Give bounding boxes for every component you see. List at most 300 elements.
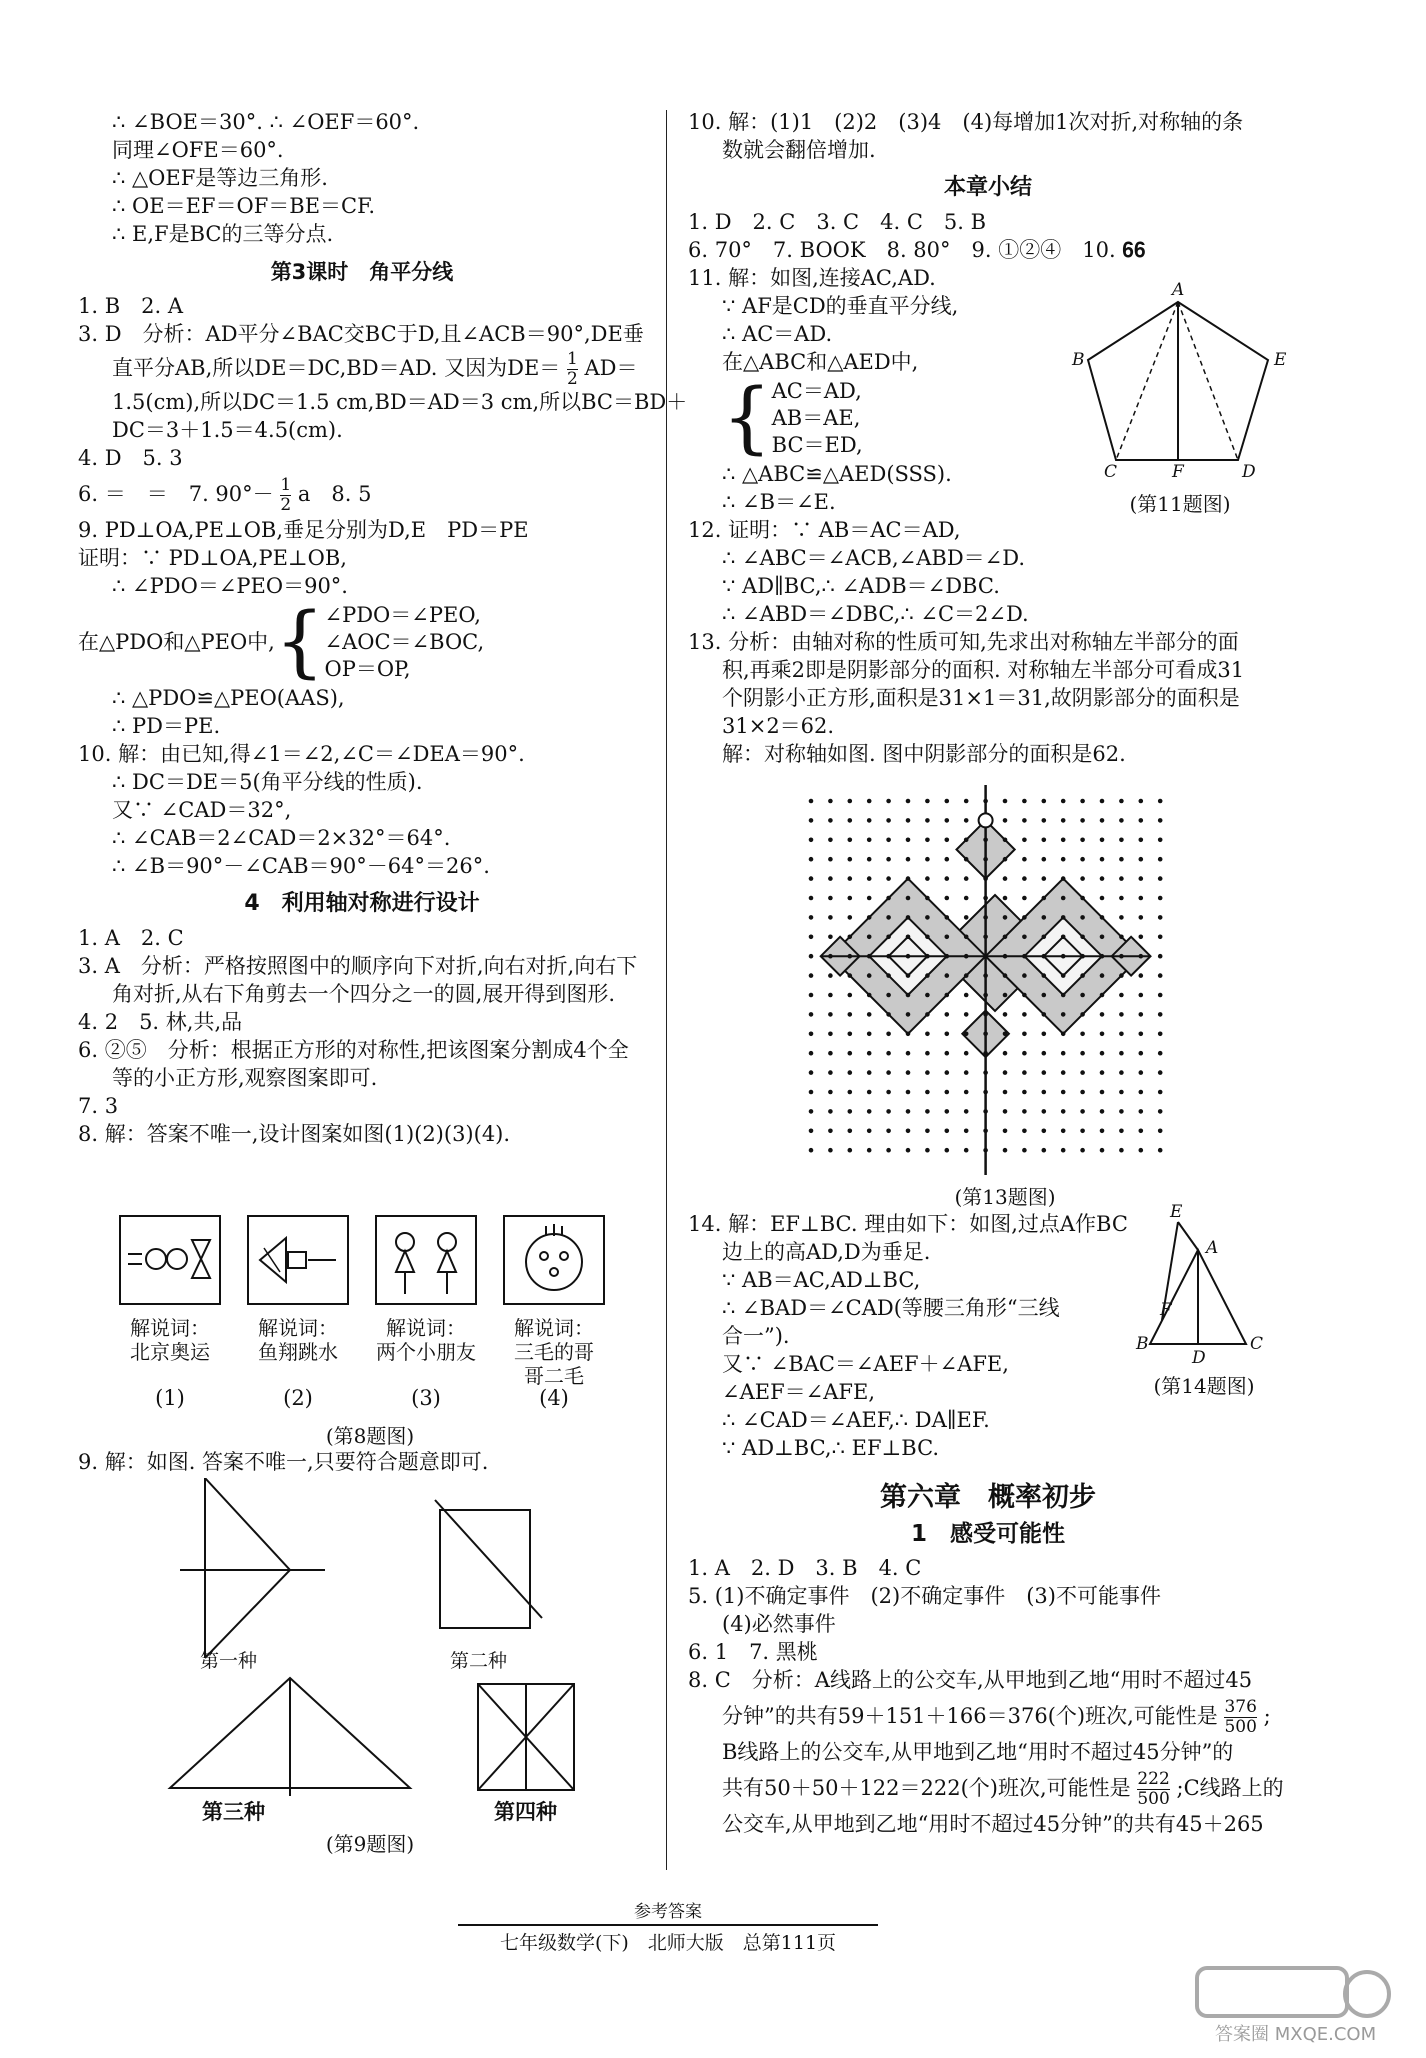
grid-dot <box>906 838 911 843</box>
grid-dot <box>886 1012 891 1017</box>
answer-line: 9. 解：如图. 答案不唯一,只要符合题意即可. <box>78 1450 489 1474</box>
option-2-label: 第二种 <box>450 1650 508 1672</box>
design-3-caption <box>362 1316 490 1364</box>
grid-dot <box>1119 876 1124 881</box>
grid-dot <box>1061 915 1066 920</box>
answer-line: 31×2＝62. <box>722 714 835 738</box>
denominator: 500 <box>1137 1789 1170 1809</box>
grid-dot <box>1119 1012 1124 1017</box>
grid-dot <box>1042 915 1047 920</box>
grid-dot <box>1119 935 1124 940</box>
grid-dot <box>1139 1148 1144 1153</box>
answer-line: 11. 解：如图,连接AC,AD. <box>688 266 936 290</box>
numerator: 1 <box>567 349 578 369</box>
figure-14 <box>1130 1202 1280 1400</box>
grid-dot <box>1061 935 1066 940</box>
grid-dot <box>1158 876 1163 881</box>
design-1-caption <box>110 1316 230 1364</box>
watermark-text: 答案圈 MXQE.COM <box>1215 2024 1377 2045</box>
grid-dot <box>848 973 853 978</box>
grid-dot <box>1119 799 1124 804</box>
dot-grid-diagram <box>795 785 1215 1175</box>
option-1-drawing <box>180 1478 325 1658</box>
answer-line: 1. B 2. A <box>78 294 184 318</box>
grid-dot <box>945 1109 950 1114</box>
grid-dot <box>1042 876 1047 881</box>
answer-line: ∴ AC＝AD. <box>722 322 833 346</box>
grid-dot <box>1080 1070 1085 1075</box>
answer-line: 1. A 2. C <box>78 926 184 950</box>
grid-dot <box>886 896 891 901</box>
grid-dot <box>945 935 950 940</box>
grid-dot <box>964 993 969 998</box>
grid-dot <box>1022 1051 1027 1056</box>
option-2-drawing <box>435 1500 542 1628</box>
grid-dot <box>906 1148 911 1153</box>
grid-dot <box>964 838 969 843</box>
grid-dot <box>1080 1032 1085 1037</box>
point-label-F: F <box>1172 462 1184 482</box>
grid-dot <box>906 1129 911 1134</box>
grid-dot <box>1080 915 1085 920</box>
grid-dot <box>1003 818 1008 823</box>
grid-dot <box>906 973 911 978</box>
grid-dot <box>1100 838 1105 843</box>
grid-dot <box>945 799 950 804</box>
answer-line: ∴ ∠CAB＝2∠CAD＝2×32°＝64°. <box>112 826 451 850</box>
grid-dot <box>1003 1109 1008 1114</box>
grid-dot <box>1100 857 1105 862</box>
answer-line: ∵ AD∥BC,∴ ∠ADB＝∠DBC. <box>722 574 1000 598</box>
footer-title: 参考答案 <box>634 1902 702 1922</box>
brace: { <box>274 597 325 687</box>
option-4-label: 第四种 <box>494 1799 557 1824</box>
grid-dot <box>925 935 930 940</box>
grid-dot <box>906 1032 911 1037</box>
grid-dot <box>964 1070 969 1075</box>
grid-dot <box>1139 838 1144 843</box>
grid-dot <box>886 1032 891 1037</box>
grid-dot <box>848 993 853 998</box>
grid-dot <box>945 915 950 920</box>
grid-dot <box>1119 915 1124 920</box>
brace-line: AC＝AD, <box>771 378 862 403</box>
grid-dot <box>809 954 814 959</box>
answer-line: ∴ ∠B＝∠E. <box>722 490 836 514</box>
grid-dot <box>964 1051 969 1056</box>
option-4-drawing <box>478 1684 574 1790</box>
grid-dot <box>1080 1051 1085 1056</box>
grid-dot <box>1139 896 1144 901</box>
grid-dot <box>1061 1070 1066 1075</box>
grid-dot <box>1119 973 1124 978</box>
grid-dot <box>1100 1090 1105 1095</box>
grid-dot <box>1139 818 1144 823</box>
grid-dot <box>809 896 814 901</box>
grid-dot <box>1042 1032 1047 1037</box>
grid-dot <box>1022 1129 1027 1134</box>
fraction <box>1137 1770 1169 1809</box>
grid-dot <box>1061 1032 1066 1037</box>
answer-line: 公交车,从甲地到乙地“用时不超过45分钟”的共有45＋265 <box>722 1812 1264 1836</box>
answer-line: ∵ AD⊥BC,∴ EF⊥BC. <box>722 1436 940 1460</box>
grid-dot <box>1158 915 1163 920</box>
answer-line: 8. 解：答案不唯一,设计图案如图(1)(2)(3)(4). <box>78 1122 511 1146</box>
answer-line: 4. 2 5. 林,共,品 <box>78 1010 243 1034</box>
answer-line: ∠AEF＝∠AFE, <box>722 1380 875 1404</box>
grid-dot <box>1080 857 1085 862</box>
grid-dot <box>1022 857 1027 862</box>
grid-dot <box>1022 993 1027 998</box>
grid-dot <box>1022 935 1027 940</box>
grid-dot <box>1080 1109 1085 1114</box>
numerator: 376 <box>1224 1697 1257 1717</box>
grid-dot <box>925 993 930 998</box>
brace: { <box>722 373 772 463</box>
brace-line: AB＝AE, <box>771 405 861 430</box>
grid-dot <box>1139 1032 1144 1037</box>
design-3 <box>376 1216 476 1304</box>
grid-dot <box>1061 896 1066 901</box>
grid-dot <box>809 1012 814 1017</box>
grid-dot <box>867 935 872 940</box>
option-1-label: 第一种 <box>200 1650 258 1672</box>
grid-dot <box>867 818 872 823</box>
grid-dot <box>1080 1148 1085 1153</box>
grid-dot <box>1080 896 1085 901</box>
grid-dot <box>828 1090 833 1095</box>
grid-dot <box>886 1051 891 1056</box>
grid-dot <box>1080 876 1085 881</box>
grid-dot <box>1061 1129 1066 1134</box>
grid-dot <box>1042 1109 1047 1114</box>
point-label-A: A <box>1206 1238 1219 1258</box>
grid-dot <box>886 1148 891 1153</box>
grid-dot <box>886 876 891 881</box>
grid-dot <box>848 935 853 940</box>
grid-dot <box>906 935 911 940</box>
grid-dot <box>867 973 872 978</box>
point-label-C: C <box>1104 462 1118 482</box>
figure-9-caption: (第9题图) <box>325 1832 415 1856</box>
point-label-E: E <box>1170 1202 1183 1222</box>
fraction <box>280 476 291 515</box>
design-2 <box>248 1216 348 1304</box>
grid-dot <box>1022 915 1027 920</box>
grid-dot <box>1139 876 1144 881</box>
grid-dot <box>867 1090 872 1095</box>
grid-dot <box>964 1012 969 1017</box>
grid-dot <box>1139 1070 1144 1075</box>
grid-dot <box>964 1148 969 1153</box>
grid-dot <box>1100 1070 1105 1075</box>
grid-dot <box>867 993 872 998</box>
grid-dot <box>1042 818 1047 823</box>
text-span: 6. ＝ ＝ 7. 90°－ <box>78 482 274 506</box>
answer-line: 解：对称轴如图. 图中阴影部分的面积是62. <box>722 742 1126 766</box>
answer-line: ∴ ∠B＝90°－∠CAB＝90°－64°＝26°. <box>112 854 490 878</box>
brace-group <box>78 597 646 687</box>
section-heading: 第3课时 角平分线 <box>270 260 454 284</box>
answer-line: 角对折,从右下角剪去一个四分之一的圆,展开得到图形. <box>112 982 616 1006</box>
grid-dot <box>1022 838 1027 843</box>
point-label-A: A <box>1172 280 1185 300</box>
grid-dot <box>828 1109 833 1114</box>
point-label-E: E <box>1274 350 1287 370</box>
answer-line: 10. 解：由已知,得∠1＝∠2,∠C＝∠DEA＝90°. <box>78 742 525 766</box>
grid-dot <box>848 1051 853 1056</box>
grid-dot <box>1139 935 1144 940</box>
grid-dot <box>886 1129 891 1134</box>
grid-dot <box>1158 799 1163 804</box>
answer-line: 积,再乘2即是阴影部分的面积. 对称轴左半部分可看成31 <box>722 658 1245 682</box>
text-span: a 8. 5 <box>297 482 372 506</box>
grid-dot <box>925 896 930 901</box>
grid-dot <box>848 799 853 804</box>
answer-line: ∵ AB＝AC,AD⊥BC, <box>722 1268 921 1292</box>
grid-dot <box>1080 973 1085 978</box>
grid-dot <box>867 857 872 862</box>
answer-line: 6. 70° 7. BOOK 8. 80° 9. ①②④ 10. 𝟔𝟔 <box>688 238 1146 262</box>
grid-dot <box>1003 876 1008 881</box>
grid-dot <box>848 1109 853 1114</box>
grid-dot <box>1042 1129 1047 1134</box>
grid-dot <box>1003 857 1008 862</box>
answer-line: 等的小正方形,观察图案即可. <box>112 1066 378 1090</box>
grid-dot <box>867 1032 872 1037</box>
text-span: 直平分AB,所以DE＝DC,BD＝AD. 又因为DE＝ <box>112 356 561 380</box>
figure-11 <box>1070 280 1290 520</box>
grid-dot <box>906 993 911 998</box>
page-footer <box>458 1897 878 1955</box>
grid-dot <box>809 1070 814 1075</box>
grid-dot <box>925 876 930 881</box>
grid-dot <box>906 915 911 920</box>
grid-dot <box>809 1109 814 1114</box>
grid-dot <box>1061 1051 1066 1056</box>
grid-dot <box>945 876 950 881</box>
grid-dot <box>1061 838 1066 843</box>
grid-dot <box>1003 896 1008 901</box>
figure-14-caption: (第14题图) <box>1153 1374 1255 1398</box>
grid-dot <box>964 1090 969 1095</box>
grid-dot <box>1119 838 1124 843</box>
text-span: 在△PDO和△PEO中, <box>78 630 275 654</box>
grid-dot <box>1022 896 1027 901</box>
grid-dot <box>906 1051 911 1056</box>
answer-line: 1.5(cm),所以DC＝1.5 cm,BD＝AD＝3 cm,所以BC＝BD＋ <box>112 390 688 414</box>
text-span: AD＝ <box>584 356 638 380</box>
answer-line: ∴ △PDO≌△PEO(AAS), <box>112 686 345 710</box>
grid-dot <box>925 799 930 804</box>
grid-dot <box>886 1090 891 1095</box>
answer-line: 10. 解：(1)1 (2)2 (3)4 (4)每增加1次对折,对称轴的条 <box>688 110 1244 134</box>
grid-dot <box>848 1032 853 1037</box>
grid-dot <box>1003 1129 1008 1134</box>
answer-line: 又∵ ∠CAD＝32°, <box>112 798 292 822</box>
grid-dot <box>1158 993 1163 998</box>
answer-line <box>688 1694 1288 1738</box>
grid-dot <box>828 973 833 978</box>
answer-line: ∴ PD＝PE. <box>112 714 221 738</box>
answer-line: 又∵ ∠BAC＝∠AEF＋∠AFE, <box>722 1352 1009 1376</box>
grid-dot <box>1100 1148 1105 1153</box>
grid-dot <box>945 973 950 978</box>
grid-dot <box>848 1070 853 1075</box>
grid-dot <box>809 818 814 823</box>
grid-dot <box>964 915 969 920</box>
grid-dot <box>1119 1032 1124 1037</box>
grid-dot <box>1139 1051 1144 1056</box>
grid-dot <box>1100 1051 1105 1056</box>
grid-dot <box>1119 1090 1124 1095</box>
answer-line <box>78 472 646 516</box>
grid-dot <box>1003 1070 1008 1075</box>
text-span: 共有50＋50＋122＝222(个)班次,可能性是 <box>722 1776 1131 1800</box>
grid-dot <box>1119 818 1124 823</box>
grid-dot <box>1139 857 1144 862</box>
answer-line: 3. A 分析：严格按照图中的顺序向下对折,向右对折,向右下 <box>78 954 638 978</box>
grid-dot <box>1042 838 1047 843</box>
answer-line <box>78 348 646 388</box>
grid-dot <box>964 896 969 901</box>
design-1 <box>120 1216 220 1304</box>
grid-dot <box>964 857 969 862</box>
grid-dot <box>1061 857 1066 862</box>
answer-line: ∴ ∠ABD＝∠DBC,∴ ∠C＝2∠D. <box>722 602 1029 626</box>
design-4-number: (4) <box>539 1386 569 1410</box>
grid-dot <box>906 1090 911 1095</box>
answer-line: 在△ABC和△AED中, <box>722 350 919 374</box>
answer-line: 数就会翻倍增加. <box>722 138 876 162</box>
grid-dot <box>1003 838 1008 843</box>
grid-dot <box>886 1070 891 1075</box>
grid-dot <box>945 838 950 843</box>
grid-dot <box>1061 1148 1066 1153</box>
figure-13-caption: (第13题图) <box>954 1185 1056 1209</box>
grid-dot <box>809 935 814 940</box>
grid-dot <box>964 1109 969 1114</box>
grid-dot <box>906 1012 911 1017</box>
grid-dot <box>809 876 814 881</box>
answer-line: 1. D 2. C 3. C 4. C 5. B <box>688 210 987 234</box>
numerator: 1 <box>280 475 292 495</box>
answer-line: ∴ ∠CAD＝∠AEF,∴ DA∥EF. <box>722 1408 990 1432</box>
answer-line: 4. D 5. 3 <box>78 446 183 470</box>
grid-dot <box>828 857 833 862</box>
grid-dot <box>1100 818 1105 823</box>
grid-dot <box>1022 1148 1027 1153</box>
grid-dot <box>925 818 930 823</box>
grid-dot <box>809 973 814 978</box>
option-3-label: 第三种 <box>202 1799 265 1824</box>
answer-line: 7. 3 <box>78 1094 119 1118</box>
answer-line: 12. 证明：∵ AB＝AC＝AD, <box>688 518 961 542</box>
answer-line: 6. ②⑤ 分析：根据正方形的对称性,把该图案分割成4个全 <box>78 1038 629 1062</box>
text-span: 分钟”的共有59＋151＋166＝376(个)班次,可能性是 <box>722 1704 1218 1728</box>
grid-dot <box>809 838 814 843</box>
grid-dot <box>1042 1070 1047 1075</box>
grid-dot <box>867 838 872 843</box>
grid-dot <box>886 857 891 862</box>
grid-dot <box>964 818 969 823</box>
grid-dot <box>945 1012 950 1017</box>
grid-dot <box>1100 799 1105 804</box>
design-2-number: (2) <box>283 1386 313 1410</box>
grid-dot <box>1042 896 1047 901</box>
footer-rule <box>458 1924 878 1926</box>
grid-dot <box>809 1090 814 1095</box>
grid-dot <box>1003 1032 1008 1037</box>
grid-dot <box>1158 838 1163 843</box>
brace-line: OP＝OP, <box>324 656 411 681</box>
grid-dot <box>1022 818 1027 823</box>
grid-dot <box>886 799 891 804</box>
grid-dot <box>964 973 969 978</box>
grid-dot <box>1139 1090 1144 1095</box>
point-label-C: C <box>1250 1334 1264 1354</box>
option-3-drawing <box>170 1678 410 1796</box>
grid-dot <box>925 857 930 862</box>
grid-dot <box>1119 1109 1124 1114</box>
caption-line: 两个小朋友 <box>376 1340 476 1364</box>
grid-dot <box>1139 973 1144 978</box>
grid-dot <box>886 993 891 998</box>
grid-dot <box>1158 1051 1163 1056</box>
grid-dot <box>886 838 891 843</box>
caption-line: 哥二毛 <box>524 1364 584 1388</box>
left-column <box>78 108 688 1148</box>
grid-dot <box>1061 1090 1066 1095</box>
grid-dot <box>1158 818 1163 823</box>
text-line: ∴ OE＝EF＝OF＝BE＝CF. <box>112 194 376 218</box>
grid-dot <box>867 1129 872 1134</box>
design-4-caption <box>494 1316 614 1388</box>
text-line: 同理∠OFE＝60°. <box>112 138 284 162</box>
grid-dot <box>828 818 833 823</box>
answer-line: 合一”). <box>722 1324 790 1348</box>
grid-dot <box>1042 935 1047 940</box>
answer-line <box>688 1766 1288 1810</box>
grid-dot <box>945 1129 950 1134</box>
grid-dot <box>1158 1109 1163 1114</box>
grid-dot <box>848 1090 853 1095</box>
grid-dot <box>867 1051 872 1056</box>
grid-dot <box>809 1051 814 1056</box>
grid-dot <box>945 818 950 823</box>
figure-13 <box>795 785 1215 1209</box>
answer-line: 3. D 分析：AD平分∠BAC交BC于D,且∠ACB＝90°,DE垂 <box>78 322 644 346</box>
q14-block <box>688 1210 1128 1462</box>
point-label-B: B <box>1136 1334 1149 1354</box>
brace-lines <box>772 378 863 459</box>
grid-dot <box>1100 1109 1105 1114</box>
grid-dot <box>906 857 911 862</box>
grid-dot <box>1100 935 1105 940</box>
grid-dot <box>1139 1012 1144 1017</box>
section-heading: 本章小结 <box>943 175 1032 200</box>
top-circle <box>979 813 993 827</box>
caption-line: 三毛的哥 <box>514 1340 594 1364</box>
grid-dot <box>1061 1109 1066 1114</box>
column-divider <box>666 110 667 1870</box>
grid-dot <box>828 935 833 940</box>
grid-dot <box>925 1032 930 1037</box>
grid-dot <box>906 1070 911 1075</box>
answer-line: ∴ ∠ABC＝∠ACB,∠ABD＝∠D. <box>722 546 1026 570</box>
grid-dot <box>1100 1012 1105 1017</box>
grid-dot <box>1061 818 1066 823</box>
